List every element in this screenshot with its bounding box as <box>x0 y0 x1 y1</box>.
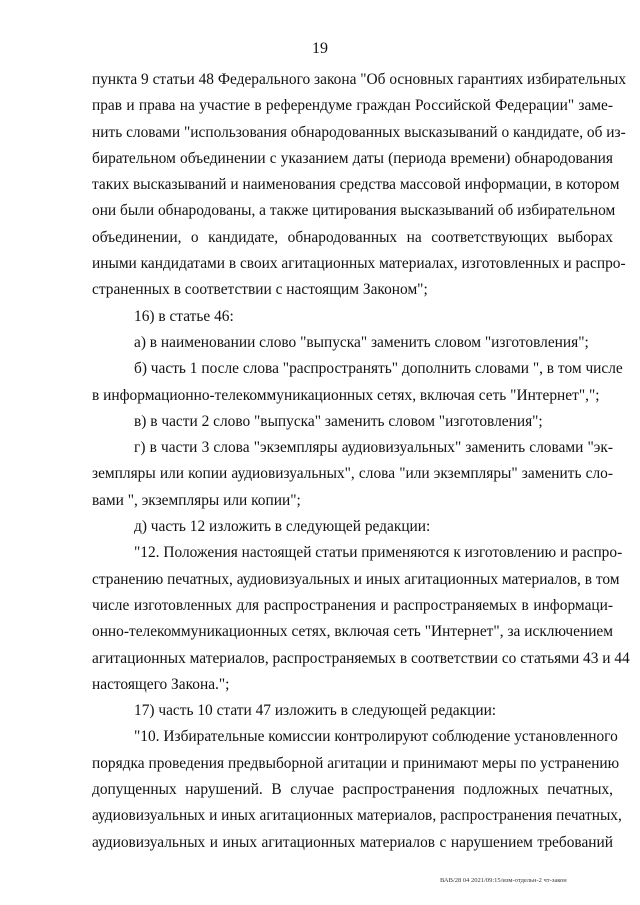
text-line: 16) в статье 46: <box>134 307 234 325</box>
text-line: д) часть 12 изложить в следующей редакции: <box>134 518 431 536</box>
page-number: 19 <box>312 40 328 57</box>
text-line: б) часть 1 после слова "распространять" дополнить словами ", в том числе <box>134 360 623 378</box>
text-line: онно-телекоммуникационных сетях, включая сеть "Интернет", за исключением <box>92 623 613 641</box>
document-body <box>92 67 630 856</box>
text-line: прав и права на участие в референдуме граждан Российской Федерации" заме- <box>92 97 613 115</box>
text-line: агитационных материалов, распространяемых в соответствии со статьями 43 и 44 <box>92 649 630 667</box>
text-line: допущенных нарушений. В случае распространения подложных печатных, <box>92 781 613 799</box>
text-line: "12. Положения настоящей статьи применяются к изготовлению и распро- <box>134 544 623 562</box>
text-line: страненных в соответствии с настоящим Законом"; <box>92 281 428 299</box>
text-line: "10. Избирательные комиссии контролируют соблюдение установленного <box>134 728 618 746</box>
text-line: нить словами "использования обнародованных высказываний о кандидате, об из- <box>92 123 626 141</box>
text-line: г) в части 3 слова "экземпляры аудиовизуальных" заменить словами "эк- <box>134 439 613 457</box>
text-line: в информационно-телекоммуникационных сетях, включая сеть "Интернет","; <box>92 386 600 404</box>
text-line: настоящего Закона."; <box>92 675 230 693</box>
text-line: земпляры или копии аудиовизуальных", слова "или экземпляры" заменить сло- <box>92 465 613 483</box>
footer-document-code: ВАВ/28 04 2021/09:15/изм-отдельн-2 чт-закон <box>440 877 567 884</box>
text-line: числе изготовленных для распространения и распространяемых в информаци- <box>92 596 613 614</box>
text-line: объединении, о кандидате, обнародованных на соответствующих выборах <box>92 228 613 246</box>
text-line: аудиовизуальных и иных агитационных материалов, распространения печатных, <box>92 807 622 825</box>
text-line: в) в части 2 слово "выпуска" заменить словом "изготовления"; <box>134 412 543 430</box>
text-line: порядка проведения предвыборной агитации и принимают меры по устранению <box>92 754 620 772</box>
text-line: пункта 9 статьи 48 Федерального закона "Об основных гарантиях избирательных <box>92 71 627 88</box>
text-line: бирательном объединении с указанием даты (периода времени) обнародования <box>92 149 613 167</box>
text-line: иными кандидатами в своих агитационных материалах, изготовленных и распро- <box>92 255 626 273</box>
text-line: они были обнародованы, а также цитирования высказываний об избирательном <box>92 202 616 220</box>
text-line: странению печатных, аудиовизуальных и иных агитационных материалов, в том <box>92 570 620 588</box>
text-line: вами ", экземпляры или копии"; <box>92 491 301 509</box>
text-line: таких высказываний и наименования средства массовой информации, в котором <box>92 176 620 194</box>
text-line: аудиовизуальных и иных агитационных материалов с нарушением требований <box>92 833 613 851</box>
text-line: а) в наименовании слово "выпуска" заменить словом "изготовления"; <box>134 333 589 351</box>
text-line: 17) часть 10 стати 47 изложить в следующей редакции: <box>134 702 497 720</box>
